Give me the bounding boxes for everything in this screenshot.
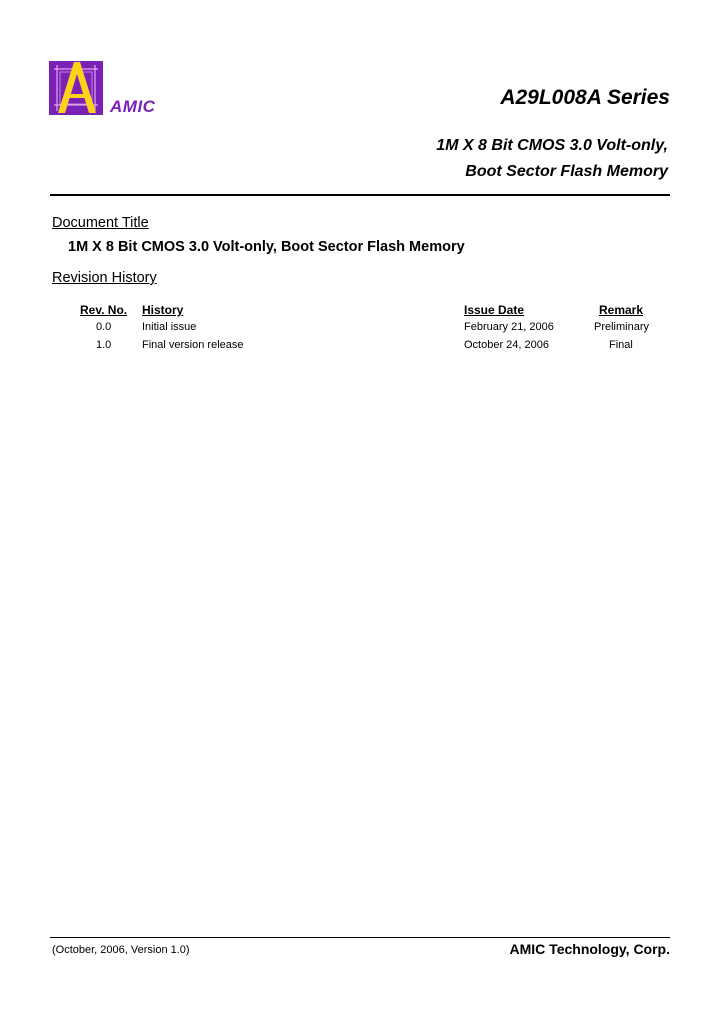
amic-logo-mark <box>48 60 104 116</box>
remark-cell: Preliminary <box>594 321 650 333</box>
column-header-remark: Remark <box>599 303 644 317</box>
footer-divider <box>50 937 670 938</box>
revision-history-heading: Revision History <box>52 270 157 286</box>
column-header-rev-no: Rev. No. <box>80 303 128 317</box>
series-title: A29L008A Series <box>500 86 670 109</box>
document-title: 1M X 8 Bit CMOS 3.0 Volt-only, Boot Sector Flash Memory <box>68 239 465 255</box>
column-header-history: History <box>142 303 184 317</box>
amic-logo <box>48 60 104 116</box>
header-divider <box>50 194 670 196</box>
footer-company: AMIC Technology, Corp. <box>509 941 670 957</box>
subtitle-line-1: 1M X 8 Bit CMOS 3.0 Volt-only, <box>436 137 668 154</box>
logo-text: AMIC <box>110 97 156 116</box>
history-cell: Final version release <box>142 339 244 351</box>
footer-version: (October, 2006, Version 1.0) <box>52 944 190 956</box>
history-cell: Initial issue <box>142 321 197 333</box>
document-title-heading: Document Title <box>52 215 149 231</box>
column-header-issue-date: Issue Date <box>464 303 525 317</box>
issue-date-cell: October 24, 2006 <box>464 339 550 351</box>
rev-no-cell: 1.0 <box>96 339 112 351</box>
issue-date-cell: February 21, 2006 <box>464 321 554 333</box>
subtitle-line-2: Boot Sector Flash Memory <box>465 163 668 180</box>
rev-no-cell: 0.0 <box>96 321 112 333</box>
remark-cell: Final <box>609 339 633 351</box>
